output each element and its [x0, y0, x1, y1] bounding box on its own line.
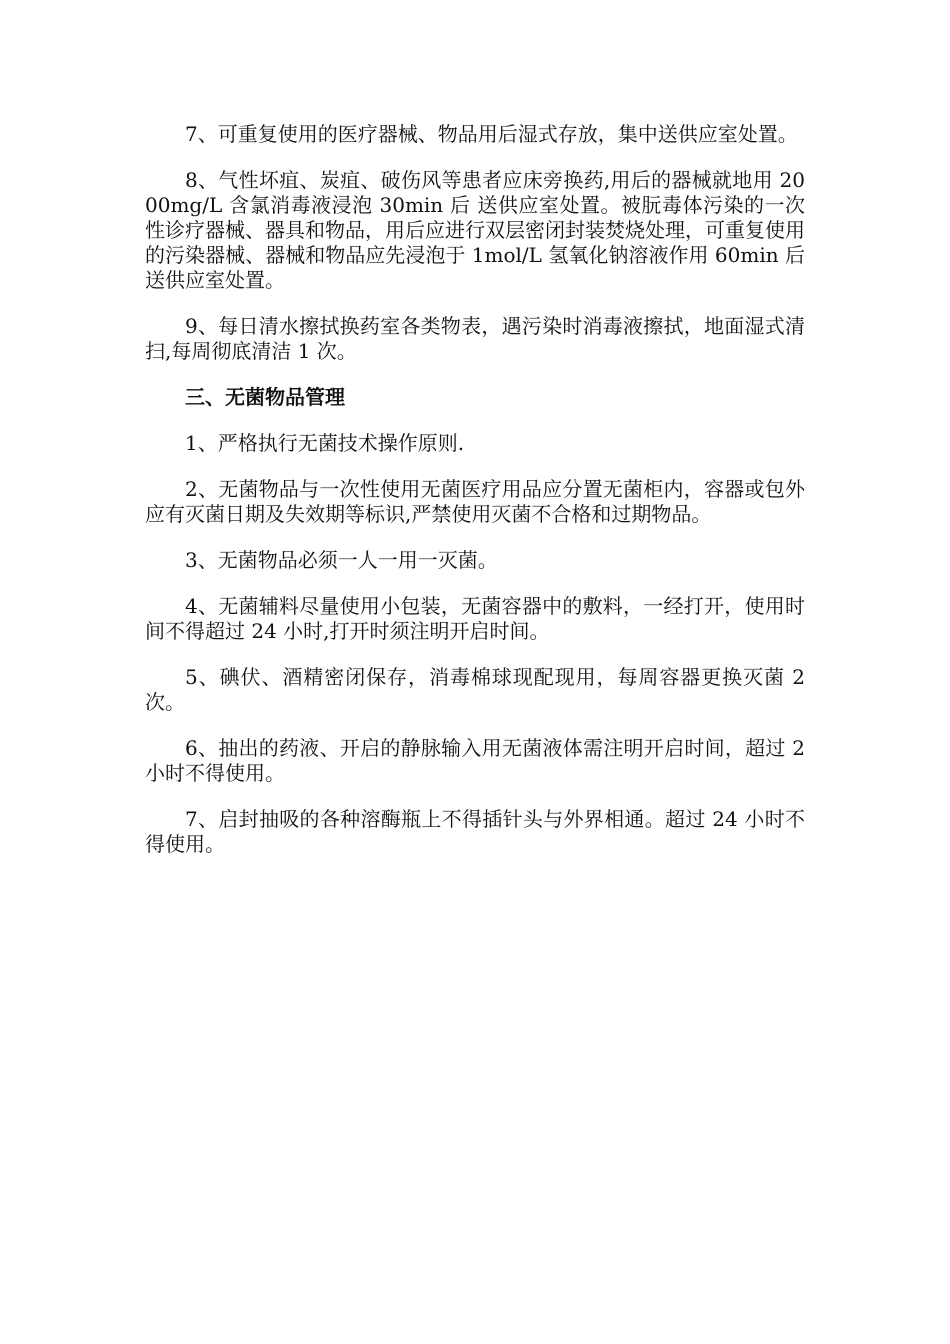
paragraph-item-9-daily-cleaning: 9、每日清水擦拭换药室各类物表，遇污染时消毒液擦拭，地面湿式清扫,每周彻底清洁 1 次。	[145, 314, 805, 363]
paragraph-sterile-item-2: 2、无菌物品与一次性使用无菌医疗用品应分置无菌柜内，容器或包外应有灭菌日期及失效期等标识,严禁使用灭菌不合格和过期物品。	[145, 477, 805, 526]
paragraph-item-7-reusable-devices: 7、可重复使用的医疗器械、物品用后湿式存放，集中送供应室处置。	[185, 122, 798, 146]
paragraph-item-8-special-infection: 8、气性坏疽、炭疽、破伤风等患者应床旁换药,用后的器械就地用 2000mg/L 含氯消毒液浸泡 30min 后 送供应室处置。被朊毒体污染的一次性诊疗器械、器具和物品，用后应进行双层密闭封装焚烧处理，可重复使用的污染器械、器械和物品应先浸泡于 1mol/L 氢氧化钠溶液作用 60min 后送供应室处置。	[145, 168, 805, 292]
paragraph-sterile-item-3: 3、无菌物品必须一人一用一灭菌。	[185, 548, 498, 572]
document-body	[145, 122, 805, 878]
paragraph-sterile-item-7: 7、启封抽吸的各种溶酶瓶上不得插针头与外界相通。超过 24 小时不得使用。	[145, 807, 805, 856]
paragraph-sterile-item-1: 1、严格执行无菌技术操作原则.	[185, 431, 465, 455]
paragraph-sterile-item-4: 4、无菌辅料尽量使用小包装，无菌容器中的敷料，一经打开，使用时间不得超过 24 小时,打开时须注明开启时间。	[145, 594, 805, 643]
section-heading-sterile-items: 三、无菌物品管理	[185, 385, 345, 409]
paragraph-sterile-item-6: 6、抽出的药液、开启的静脉输入用无菌液体需注明开启时间，超过 2 小时不得使用。	[145, 736, 805, 785]
paragraph-sterile-item-5: 5、碘伏、酒精密闭保存，消毒棉球现配现用，每周容器更换灭菌 2 次。	[145, 665, 805, 714]
